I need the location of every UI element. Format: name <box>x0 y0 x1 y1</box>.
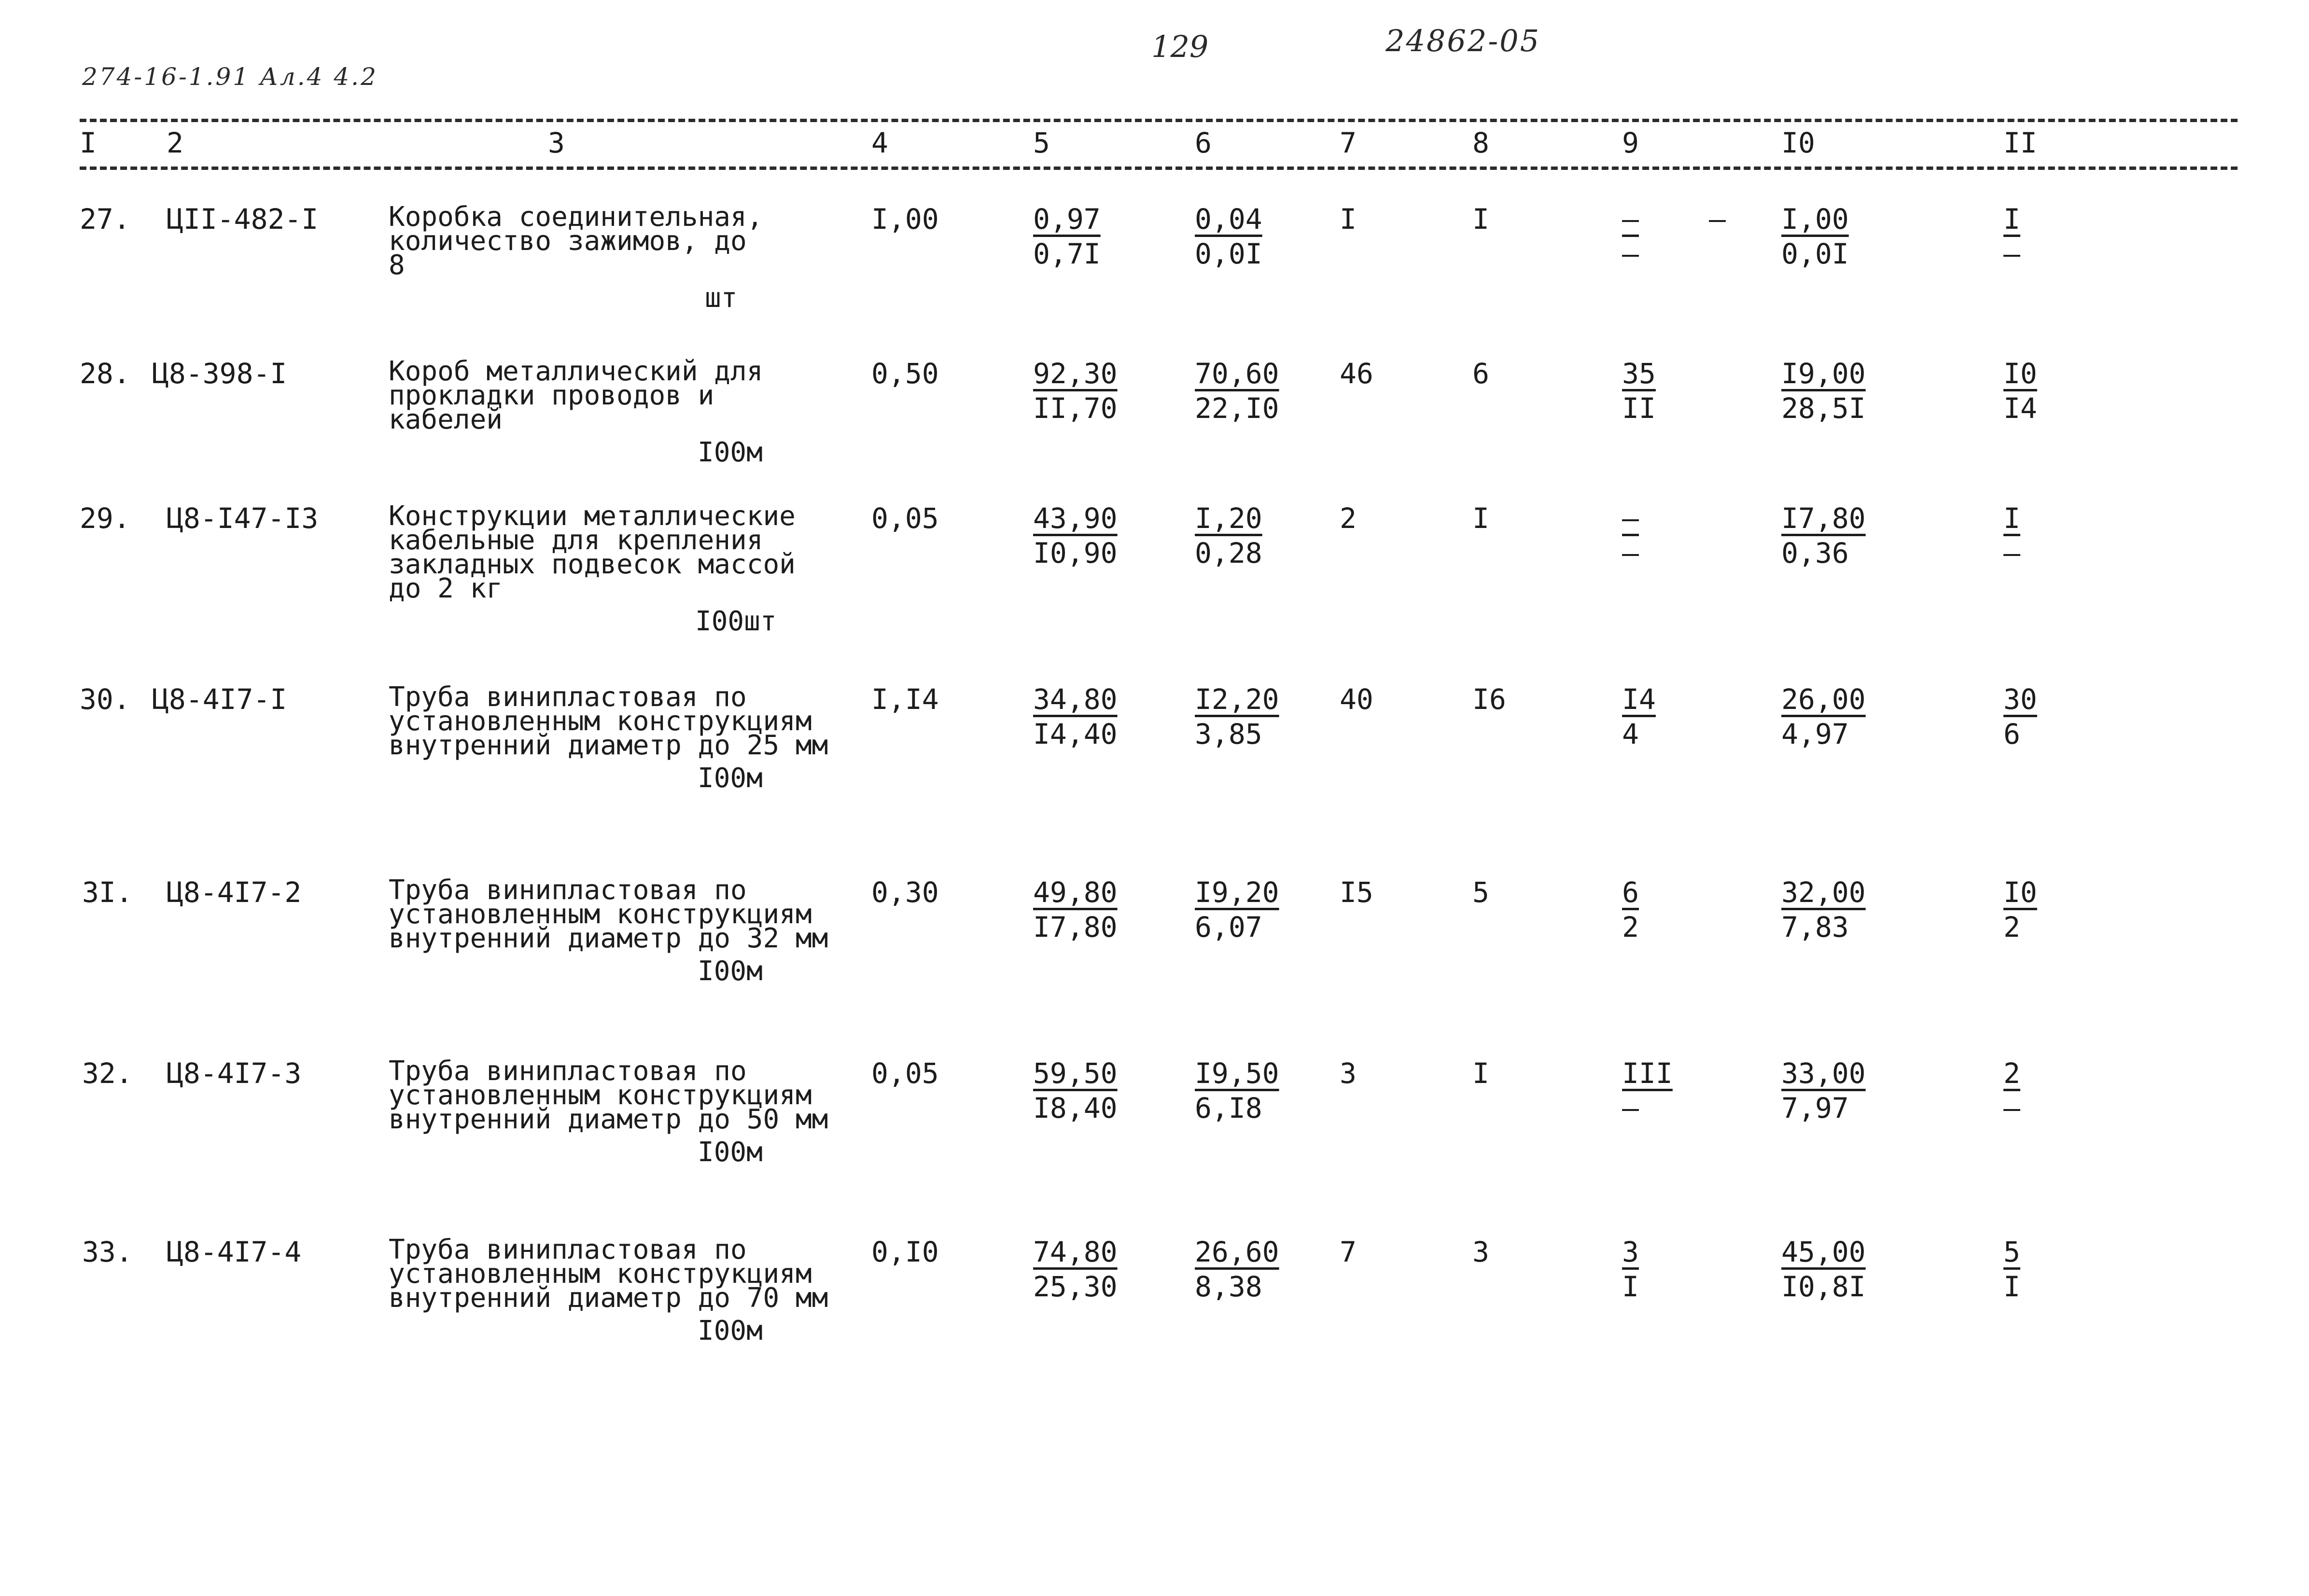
col9-bottom: 4 <box>1622 718 1639 750</box>
quantity: I,I4 <box>871 683 939 716</box>
header-top-rule <box>80 119 2238 122</box>
price-code: Ц8-398-I <box>152 357 287 390</box>
col11-top: 5 <box>2003 1235 2020 1268</box>
col10-bottom: 7,97 <box>1781 1092 1849 1124</box>
description-line: установленным конструкциям <box>389 1080 812 1111</box>
description-line: до 2 кг <box>389 573 503 604</box>
col10-bottom: 0,0I <box>1781 237 1849 270</box>
col6-top: 0,04 <box>1195 203 1262 236</box>
col11-bottom: – <box>2003 537 2020 569</box>
col11-bottom: 6 <box>2003 718 2020 750</box>
table-row <box>0 502 2309 676</box>
col5-top: 74,80 <box>1033 1235 1118 1268</box>
column-header: 5 <box>1033 126 1050 159</box>
col9-bottom: – <box>1622 1092 1639 1124</box>
column-header: I0 <box>1781 126 1815 159</box>
col6-top: I9,20 <box>1195 876 1279 909</box>
col9-bottom: I <box>1622 1270 1639 1303</box>
col9-bottom: – <box>1622 237 1639 270</box>
col8-value: 5 <box>1472 876 1489 909</box>
col10-bottom: 7,83 <box>1781 911 1849 944</box>
col5-top: 43,90 <box>1033 502 1118 535</box>
table-row <box>0 1235 2309 1409</box>
col8-value: I <box>1472 203 1489 236</box>
col6-top: I9,50 <box>1195 1057 1279 1090</box>
col11-top: I <box>2003 203 2020 236</box>
col11-top: I0 <box>2003 357 2037 390</box>
col11-bottom: 2 <box>2003 911 2020 944</box>
column-header: 2 <box>167 126 183 159</box>
quantity: 0,05 <box>871 1057 939 1090</box>
row-number: 28. <box>80 357 130 390</box>
table-row <box>0 1057 2309 1231</box>
col11-bottom: I <box>2003 1270 2020 1303</box>
col5-bottom: 25,30 <box>1033 1270 1118 1303</box>
col9-top: 6 <box>1622 876 1639 909</box>
col11-top: 2 <box>2003 1057 2020 1090</box>
col7-value: 7 <box>1340 1235 1357 1268</box>
col6-top: 70,60 <box>1195 357 1279 390</box>
description-line: Труба винипластовая по <box>389 874 747 906</box>
column-header: 8 <box>1472 126 1489 159</box>
col11-bottom: I4 <box>2003 392 2037 425</box>
col9-extra: – <box>1709 203 1726 236</box>
description-line: Труба винипластовая по <box>389 1234 747 1265</box>
column-header: 7 <box>1340 126 1357 159</box>
column-header: 9 <box>1622 126 1639 159</box>
description-line: закладных подвесок массой <box>389 549 796 580</box>
col6-top: I2,20 <box>1195 683 1279 716</box>
col10-bottom: 4,97 <box>1781 718 1849 750</box>
col10-bottom: 0,36 <box>1781 537 1849 569</box>
col10-top: 45,00 <box>1781 1235 1866 1268</box>
col5-top: 59,50 <box>1033 1057 1118 1090</box>
description-line: Конструкции металлические <box>389 500 796 532</box>
column-header: 6 <box>1195 126 1212 159</box>
row-number: 3I. <box>82 876 133 909</box>
description-line: внутренний диаметр до 70 мм <box>389 1282 828 1314</box>
description-line: установленным конструкциям <box>389 899 812 930</box>
col9-bottom: II <box>1622 392 1656 425</box>
col5-top: 34,80 <box>1033 683 1118 716</box>
table-row <box>0 876 2309 1050</box>
description-line: установленным конструкциям <box>389 1258 812 1290</box>
price-code: Ц8-4I7-4 <box>167 1235 302 1268</box>
header-bottom-rule <box>80 167 2238 170</box>
description-line: Коробка соединительная, <box>389 201 763 233</box>
col5-top: 49,80 <box>1033 876 1118 909</box>
col6-bottom: 6,07 <box>1195 911 1262 944</box>
unit-of-measure: I00м <box>698 437 763 468</box>
quantity: 0,50 <box>871 357 939 390</box>
col9-bottom: 2 <box>1622 911 1639 944</box>
col8-value: 6 <box>1472 357 1489 390</box>
col6-bottom: 0,28 <box>1195 537 1262 569</box>
document-reference: 274-16-1.91 Ал.4 4.2 <box>82 63 378 91</box>
col6-bottom: 6,I8 <box>1195 1092 1262 1124</box>
col6-bottom: 0,0I <box>1195 237 1262 270</box>
col11-bottom: – <box>2003 1092 2020 1124</box>
price-code: Ц8-I47-I3 <box>167 502 319 535</box>
col7-value: 3 <box>1340 1057 1357 1090</box>
col7-value: I <box>1340 203 1357 236</box>
col5-bottom: I4,40 <box>1033 718 1118 750</box>
quantity: 0,I0 <box>871 1235 939 1268</box>
col9-top: – <box>1622 502 1639 535</box>
row-number: 30. <box>80 683 130 716</box>
quantity: 0,05 <box>871 502 939 535</box>
row-number: 29. <box>80 502 130 535</box>
document-number: 24862-05 <box>1385 23 1541 58</box>
col10-top: 32,00 <box>1781 876 1866 909</box>
col7-value: 40 <box>1340 683 1373 716</box>
col6-bottom: 22,I0 <box>1195 392 1279 425</box>
table-row <box>0 203 2309 376</box>
column-header: II <box>2003 126 2037 159</box>
description-line: кабелей <box>389 404 503 435</box>
col8-value: I <box>1472 1057 1489 1090</box>
description-line: кабельные для крепления <box>389 525 763 556</box>
col8-value: 3 <box>1472 1235 1489 1268</box>
column-header: I <box>80 126 97 159</box>
row-number: 33. <box>82 1235 133 1268</box>
col10-top: 26,00 <box>1781 683 1866 716</box>
unit-of-measure: I00м <box>698 956 763 987</box>
col8-value: I <box>1472 502 1489 535</box>
price-code: Ц8-4I7-2 <box>167 876 302 909</box>
unit-of-measure: I00м <box>698 763 763 794</box>
col10-top: 33,00 <box>1781 1057 1866 1090</box>
col11-top: 30 <box>2003 683 2037 716</box>
price-code: Ц8-4I7-I <box>152 683 287 716</box>
col10-bottom: 28,5I <box>1781 392 1866 425</box>
price-code: ЦII-482-I <box>167 203 319 236</box>
description-line: внутренний диаметр до 25 мм <box>389 730 828 761</box>
table-row <box>0 683 2309 857</box>
col6-top: 26,60 <box>1195 1235 1279 1268</box>
unit-of-measure: I00шт <box>695 606 777 637</box>
col7-value: I5 <box>1340 876 1373 909</box>
description-line: прокладки проводов и <box>389 380 714 411</box>
col7-value: 46 <box>1340 357 1373 390</box>
col5-top: 0,97 <box>1033 203 1101 236</box>
col10-top: I9,00 <box>1781 357 1866 390</box>
quantity: I,00 <box>871 203 939 236</box>
row-number: 32. <box>82 1057 133 1090</box>
page-number: 129 <box>1151 29 1209 64</box>
description-line: внутренний диаметр до 32 мм <box>389 923 828 954</box>
unit-of-measure: I00м <box>698 1137 763 1168</box>
description-line: Короб металлический для <box>389 356 763 387</box>
col9-top: III <box>1622 1057 1673 1090</box>
col10-top: I,00 <box>1781 203 1849 236</box>
description-line: 8 <box>389 250 405 281</box>
col10-top: I7,80 <box>1781 502 1866 535</box>
col5-bottom: 0,7I <box>1033 237 1101 270</box>
quantity: 0,30 <box>871 876 939 909</box>
col9-top: I4 <box>1622 683 1656 716</box>
col9-top: – <box>1622 203 1639 236</box>
col6-bottom: 3,85 <box>1195 718 1262 750</box>
column-header: 3 <box>548 126 565 159</box>
col6-bottom: 8,38 <box>1195 1270 1262 1303</box>
unit-of-measure: шт <box>705 282 738 314</box>
description-line: количество зажимов, до <box>389 225 747 257</box>
col10-bottom: I0,8I <box>1781 1270 1866 1303</box>
col9-top: 3 <box>1622 1235 1639 1268</box>
description-line: внутренний диаметр до 50 мм <box>389 1104 828 1135</box>
col9-bottom: – <box>1622 537 1639 569</box>
description-line: установленным конструкциям <box>389 706 812 737</box>
price-code: Ц8-4I7-3 <box>167 1057 302 1090</box>
description-line: Труба винипластовая по <box>389 1055 747 1087</box>
col5-top: 92,30 <box>1033 357 1118 390</box>
col9-top: 35 <box>1622 357 1656 390</box>
col5-bottom: I7,80 <box>1033 911 1118 944</box>
description-line: Труба винипластовая по <box>389 681 747 713</box>
column-header: 4 <box>871 126 888 159</box>
unit-of-measure: I00м <box>698 1315 763 1346</box>
col11-bottom: – <box>2003 237 2020 270</box>
col5-bottom: I0,90 <box>1033 537 1118 569</box>
col8-value: I6 <box>1472 683 1506 716</box>
col5-bottom: II,70 <box>1033 392 1118 425</box>
col7-value: 2 <box>1340 502 1357 535</box>
col5-bottom: I8,40 <box>1033 1092 1118 1124</box>
col11-top: I0 <box>2003 876 2037 909</box>
col11-top: I <box>2003 502 2020 535</box>
col6-top: I,20 <box>1195 502 1262 535</box>
row-number: 27. <box>80 203 130 236</box>
